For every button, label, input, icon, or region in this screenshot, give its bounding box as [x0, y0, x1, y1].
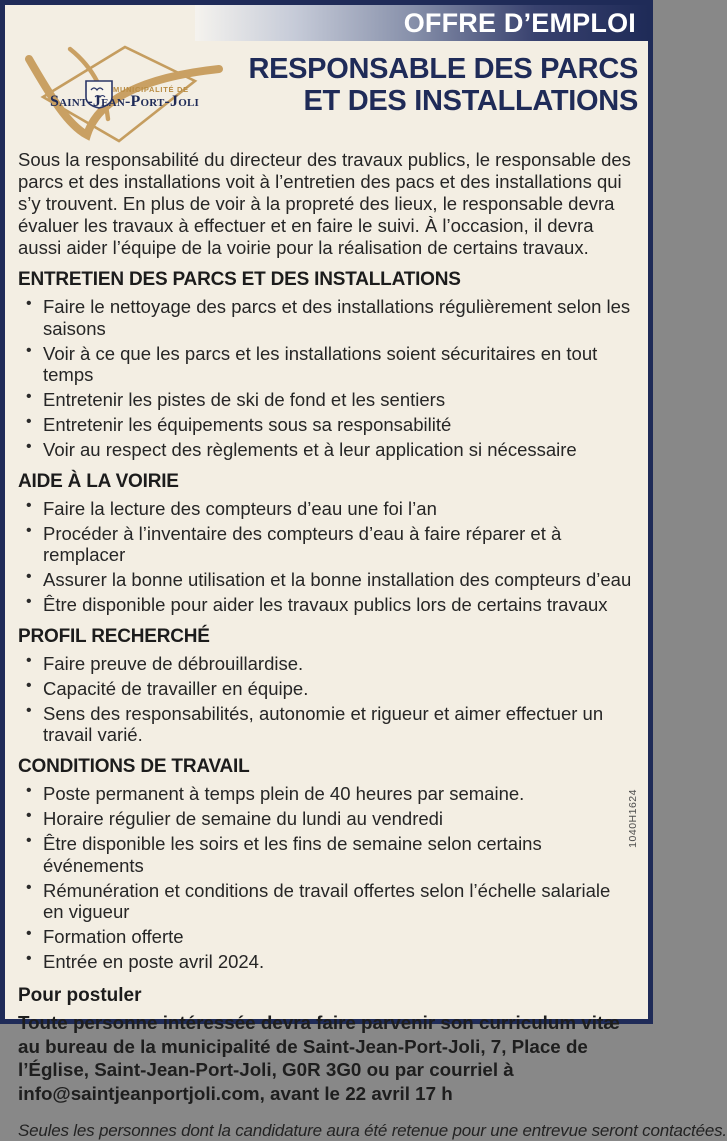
bullet-item: • Être disponible les soirs et les fins de semaine selon certains événements [18, 833, 635, 877]
bullet-item: • Assurer la bonne utilisation et la bonne installation des compteurs d’eau [18, 569, 635, 591]
page-title-line2: ET DES INSTALLATIONS [303, 85, 638, 118]
header [5, 41, 648, 143]
bullet-item: • Rémunération et conditions de travail offertes selon l’échelle salariale en vigueur [18, 880, 635, 924]
section-heading-entretien: ENTRETIEN DES PARCS ET DES INSTALLATIONS [18, 269, 461, 290]
bullet-item: • Voir au respect des règlements et à leur application si nécessaire [18, 439, 635, 461]
bullet-list-voirie [18, 498, 635, 616]
bullet-item: • Être disponible pour aider les travaux publics lors de certains travaux [18, 594, 635, 616]
page-title [245, 53, 638, 118]
bullet-item: • Capacité de travailler en équipe. [18, 678, 635, 700]
bullet-item: • Faire la lecture des compteurs d’eau une foi l’an [18, 498, 635, 520]
logo-org-line1: MUNICIPALITÉ DE [113, 85, 189, 94]
intro-paragraph: Sous la responsabilité du directeur des travaux publics, le responsable des parcs et des installations voit à l’entretien des pacs et des installations qui s’y trouvent. En plus de voir à la propreté des lieux, le responsable devra évaluer les travaux à effectuer et en faire le suivi. À l’occasion, il devra aussi aider l’équipe de la voirie pour la réalisation de certains travaux. [18, 149, 631, 258]
municipality-logo [13, 45, 245, 143]
page-title-line1: RESPONSABLE DES PARCS [248, 53, 638, 85]
footer-note: Seules les personnes dont la candidature aura été retenue pour une entrevue seront contactées. [18, 1120, 727, 1140]
bullet-list-conditions [18, 783, 635, 973]
bullet-item: • Faire le nettoyage des parcs et des installations régulièrement selon les saisons [18, 296, 635, 340]
bullet-item: • Faire preuve de débrouillardise. [18, 653, 635, 675]
bullet-item: • Entretenir les équipements sous sa responsabilité [18, 414, 635, 436]
logo-org-name: Saint-Jean-Port-Joli [50, 93, 200, 110]
bullet-item: • Poste permanent à temps plein de 40 heures par semaine. [18, 783, 635, 805]
bullet-item: • Entrée en poste avril 2024. [18, 951, 635, 973]
bullet-item: • Entretenir les pistes de ski de fond et les sentiers [18, 389, 635, 411]
section-heading-conditions: CONDITIONS DE TRAVAIL [18, 756, 250, 778]
bullet-item: • Horaire régulier de semaine du lundi au vendredi [18, 808, 635, 830]
section-heading-voirie: AIDE À LA VOIRIE [18, 470, 179, 492]
apply-paragraph: Toute personne intéressée devra faire parvenir son curriculum vitæ au bureau de la municipalité de Saint-Jean-Port-Joli, 7, Place de l’Église, Saint-Jean-Port-Joli, G0R 3G0 ou par courriel à info@saintjeanportjoli.com, avant le 22 avril 17 h [18, 1011, 620, 1104]
bullet-item: • Procéder à l’inventaire des compteurs d’eau à faire réparer et à remplacer [18, 523, 635, 567]
apply-heading: Pour postuler [18, 984, 142, 1006]
bullet-list-profil [18, 653, 635, 746]
bullet-item: • Formation offerte [18, 926, 635, 948]
offer-banner [195, 5, 648, 41]
section-heading-profil: PROFIL RECHERCHÉ [18, 625, 210, 647]
bullet-item: • Sens des responsabilités, autonomie et rigueur et aimer effectuer un travail varié. [18, 703, 635, 747]
bullet-list-entretien [18, 296, 635, 461]
content [5, 149, 727, 1141]
bullet-item: • Voir à ce que les parcs et les installations soient sécuritaires en tout temps [18, 343, 635, 387]
banner-label: OFFRE D’EMPLOI [403, 7, 636, 38]
side-reference-code: 1040H1624 [627, 789, 639, 848]
